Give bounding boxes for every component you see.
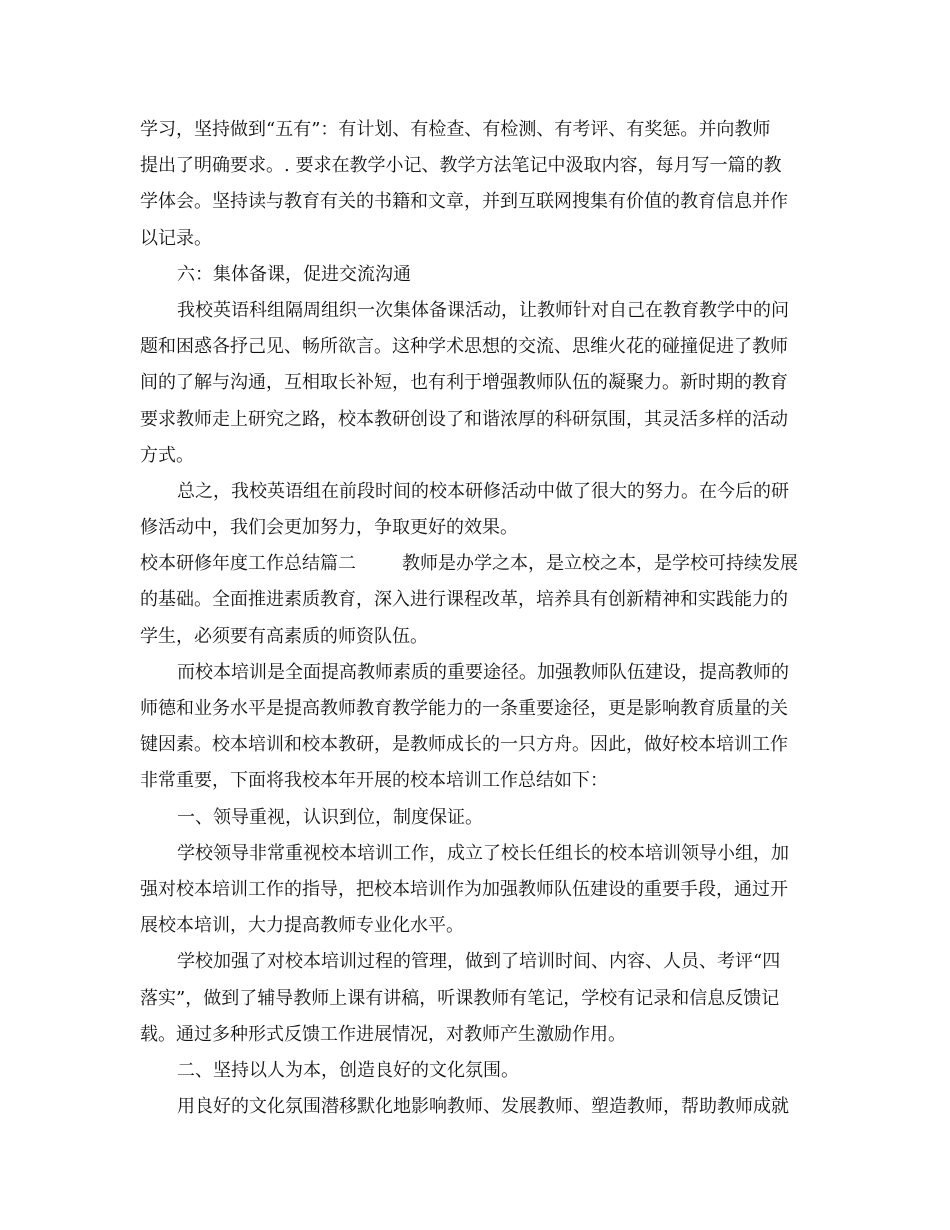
text-line-continuation: 教师是办学之本，是立校之本，是学校可持续发展 (402, 553, 798, 575)
text-line: 展校本培训，大力提高教师专业化水平。 (140, 915, 464, 937)
text-line: 修活动中，我们会更加努力，争取更好的效果。 (140, 517, 518, 539)
text-line: 我校英语科组隔周组织一次集体备课活动，让教师针对自己在教育教学中的问 (177, 299, 789, 321)
text-line: 载。通过多种形式反馈工作进展情况，对教师产生激励作用。 (140, 1023, 626, 1045)
document-page (140, 112, 812, 1125)
section-heading: 六：集体备课，促进交流沟通 (177, 263, 411, 285)
text-line: 提出了明确要求。. 要求在教学小记、教学方法笔记中汲取内容，每月写一篇的教 (140, 155, 782, 177)
section-heading: 二、坚持以人为本，创造良好的文化氛围。 (177, 1059, 519, 1081)
text-line: 间的了解与沟通，互相取长补短，也有利于增强教师队伍的凝聚力。新时期的教育 (140, 372, 788, 394)
text-line: 学习，坚持做到“五有”：有计划、有检查、有检测、有考评、有奖惩。并向教师 (140, 119, 771, 140)
text-line: 题和困惑各抒己见、畅所欲言。这种学术思想的交流、思维火花的碰撞促进了教师 (140, 336, 788, 358)
text-line: 的基础。全面推进素质教育，深入进行课程改革，培养具有创新精神和实践能力的 (140, 589, 788, 611)
article-title: 校本研修年度工作总结篇二 (140, 553, 356, 575)
section-heading: 一、领导重视，认识到位，制度保证。 (177, 806, 483, 828)
text-line: 落实”，做到了辅导教师上课有讲稿，听课教师有笔记，学校有记录和信息反馈记 (140, 987, 780, 1009)
text-line: 师德和业务水平是提高教师教育教学能力的一条重要途径，更是影响教育质量的关 (140, 698, 788, 719)
text-line: 强对校本培训工作的指导，把校本培训作为加强教师队伍建设的重要手段，通过开 (140, 878, 788, 900)
text-line: 总之，我校英语组在前段时间的校本研修活动中做了很大的努力。在今后的研 (177, 480, 789, 502)
text-line: 而校本培训是全面提高教师素质的重要途径。加强教师队伍建设，提高教师的 (177, 661, 789, 683)
title-line (140, 546, 812, 582)
text-line: 用良好的文化氛围潜移默化地影响教师、发展教师、塑造教师，帮助教师成就 (177, 1096, 789, 1118)
text-line: 方式。 (140, 444, 194, 466)
text-line: 以记录。 (140, 227, 212, 249)
text-line: 键因素。校本培训和校本教研，是教师成长的一只方舟。因此，做好校本培训工作 (140, 734, 788, 756)
text-line: 要求教师走上研究之路，校本教研创设了和谐浓厚的科研氛围，其灵活多样的活动 (140, 408, 788, 430)
text-line: 学校加强了对校本培训过程的管理，做到了培训时间、内容、人员、考评“四 (177, 951, 781, 973)
text-line: 学体会。坚持读与教育有关的书籍和文章，并到互联网搜集有价值的教育信息并作 (140, 191, 788, 213)
text-line: 非常重要，下面将我校本年开展的校本培训工作总结如下： (140, 770, 608, 792)
text-line: 学生，必须要有高素质的师资队伍。 (140, 625, 428, 647)
text-line: 学校领导非常重视校本培训工作，成立了校长任组长的校本培训领导小组，加 (177, 842, 789, 864)
